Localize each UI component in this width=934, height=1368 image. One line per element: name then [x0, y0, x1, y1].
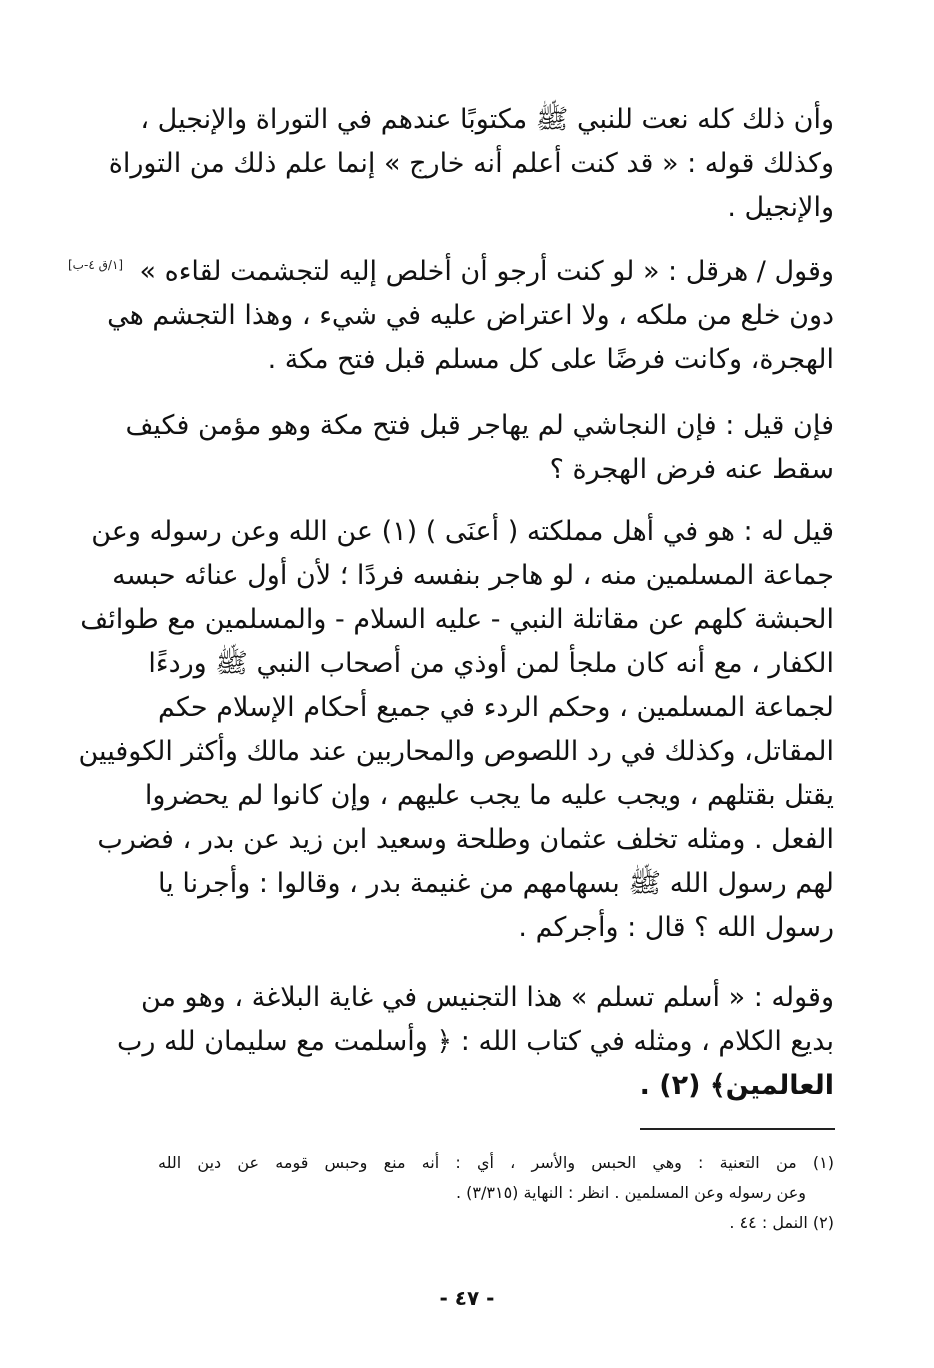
paragraph-1 — [108, 98, 834, 230]
paragraph-4 — [78, 510, 834, 950]
manuscript-folio-note: [١/ق ٤-ب] — [68, 258, 124, 272]
text-line: يقتل بقتلهم ، ويجب عليه ما يجب عليهم ، وإن كانوا لم يحضروا — [144, 780, 834, 811]
text-line: وأن ذلك كله نعت للنبي ﷺ مكتوبًا عندهم في التوراة والإنجيل ، — [140, 104, 834, 135]
text-line: وقوله : « أسلم تسلم » هذا التجنيس في غاية البلاغة ، وهو من — [140, 982, 834, 1013]
text-line: الفعل . ومثله تخلف عثمان وطلحة وسعيد ابن زيد عن بدر ، فضرب — [97, 824, 834, 855]
page-number: - ٤٧ - — [439, 1286, 495, 1310]
text-line: المقاتل، وكذلك في رد اللصوص والمحاربين عند مالك وأكثر الكوفيين — [78, 736, 834, 767]
text-line: جماعة المسلمين منه ، لو هاجر بنفسه فردًا ؛ لأن أول عنائه حبسه — [112, 560, 834, 591]
text-line: لجماعة المسلمين ، وحكم الردء في جميع أحكام الإسلام حكم — [158, 692, 834, 723]
quran-verse-line: العالمين﴾ (٢) . — [639, 1070, 834, 1101]
text-line: لهم رسول الله ﷺ بسهامهم من غنيمة بدر ، وقالوا : وأجرنا يا — [158, 868, 834, 899]
text-line: الهجرة، وكانت فرضًا على كل مسلم قبل فتح مكة . — [267, 344, 834, 375]
text-line: دون خلع من ملكه ، ولا اعتراض عليه في شيء ، وهذا التجشم هي — [107, 300, 834, 331]
footnote-separator — [640, 1128, 835, 1130]
text-line: والإنجيل . — [727, 192, 834, 223]
paragraph-3 — [125, 404, 834, 492]
footnote-2: (٢) النمل : ٤٤ . — [729, 1213, 834, 1232]
paragraph-2 — [107, 250, 834, 382]
text-line: قيل له : هو في أهل مملكته ( أعنَى ) (١) عن الله وعن رسوله وعن — [91, 516, 834, 547]
footnotes — [158, 1148, 834, 1238]
footnote-1: (١) من التعنية : وهي الحبس والأسر ، أي : أنه منع وحبس قومه عن دين الله — [158, 1153, 834, 1172]
text-line: بديع الكلام ، ومثله في كتاب الله : ﴿ وأسلمت مع سليمان لله رب — [116, 1026, 834, 1057]
footnote-1-continued: وعن رسوله وعن المسلمين . انظر : النهاية (٣/٣١٥) . — [455, 1183, 806, 1202]
text-line: رسول الله ؟ قال : وأجركم . — [518, 912, 834, 943]
text-line: الحبشة كلهم عن مقاتلة النبي - عليه السلام - والمسلمين مع طوائف — [80, 604, 834, 635]
paragraph-5 — [116, 976, 834, 1108]
text-line: فإن قيل : فإن النجاشي لم يهاجر قبل فتح مكة وهو مؤمن فكيف — [125, 410, 834, 441]
text-line: وقول / هرقل : « لو كنت أرجو أن أخلص إليه لتجشمت لقاءه » — [139, 256, 834, 287]
text-line: وكذلك قوله : « قد كنت أعلم أنه خارج » إنما علم ذلك من التوراة — [108, 148, 834, 179]
text-line: الكفار ، مع أنه كان ملجأ لمن أوذي من أصحاب النبي ﷺ وردءًا — [148, 648, 834, 679]
text-line: سقط عنه فرض الهجرة ؟ — [549, 454, 834, 485]
